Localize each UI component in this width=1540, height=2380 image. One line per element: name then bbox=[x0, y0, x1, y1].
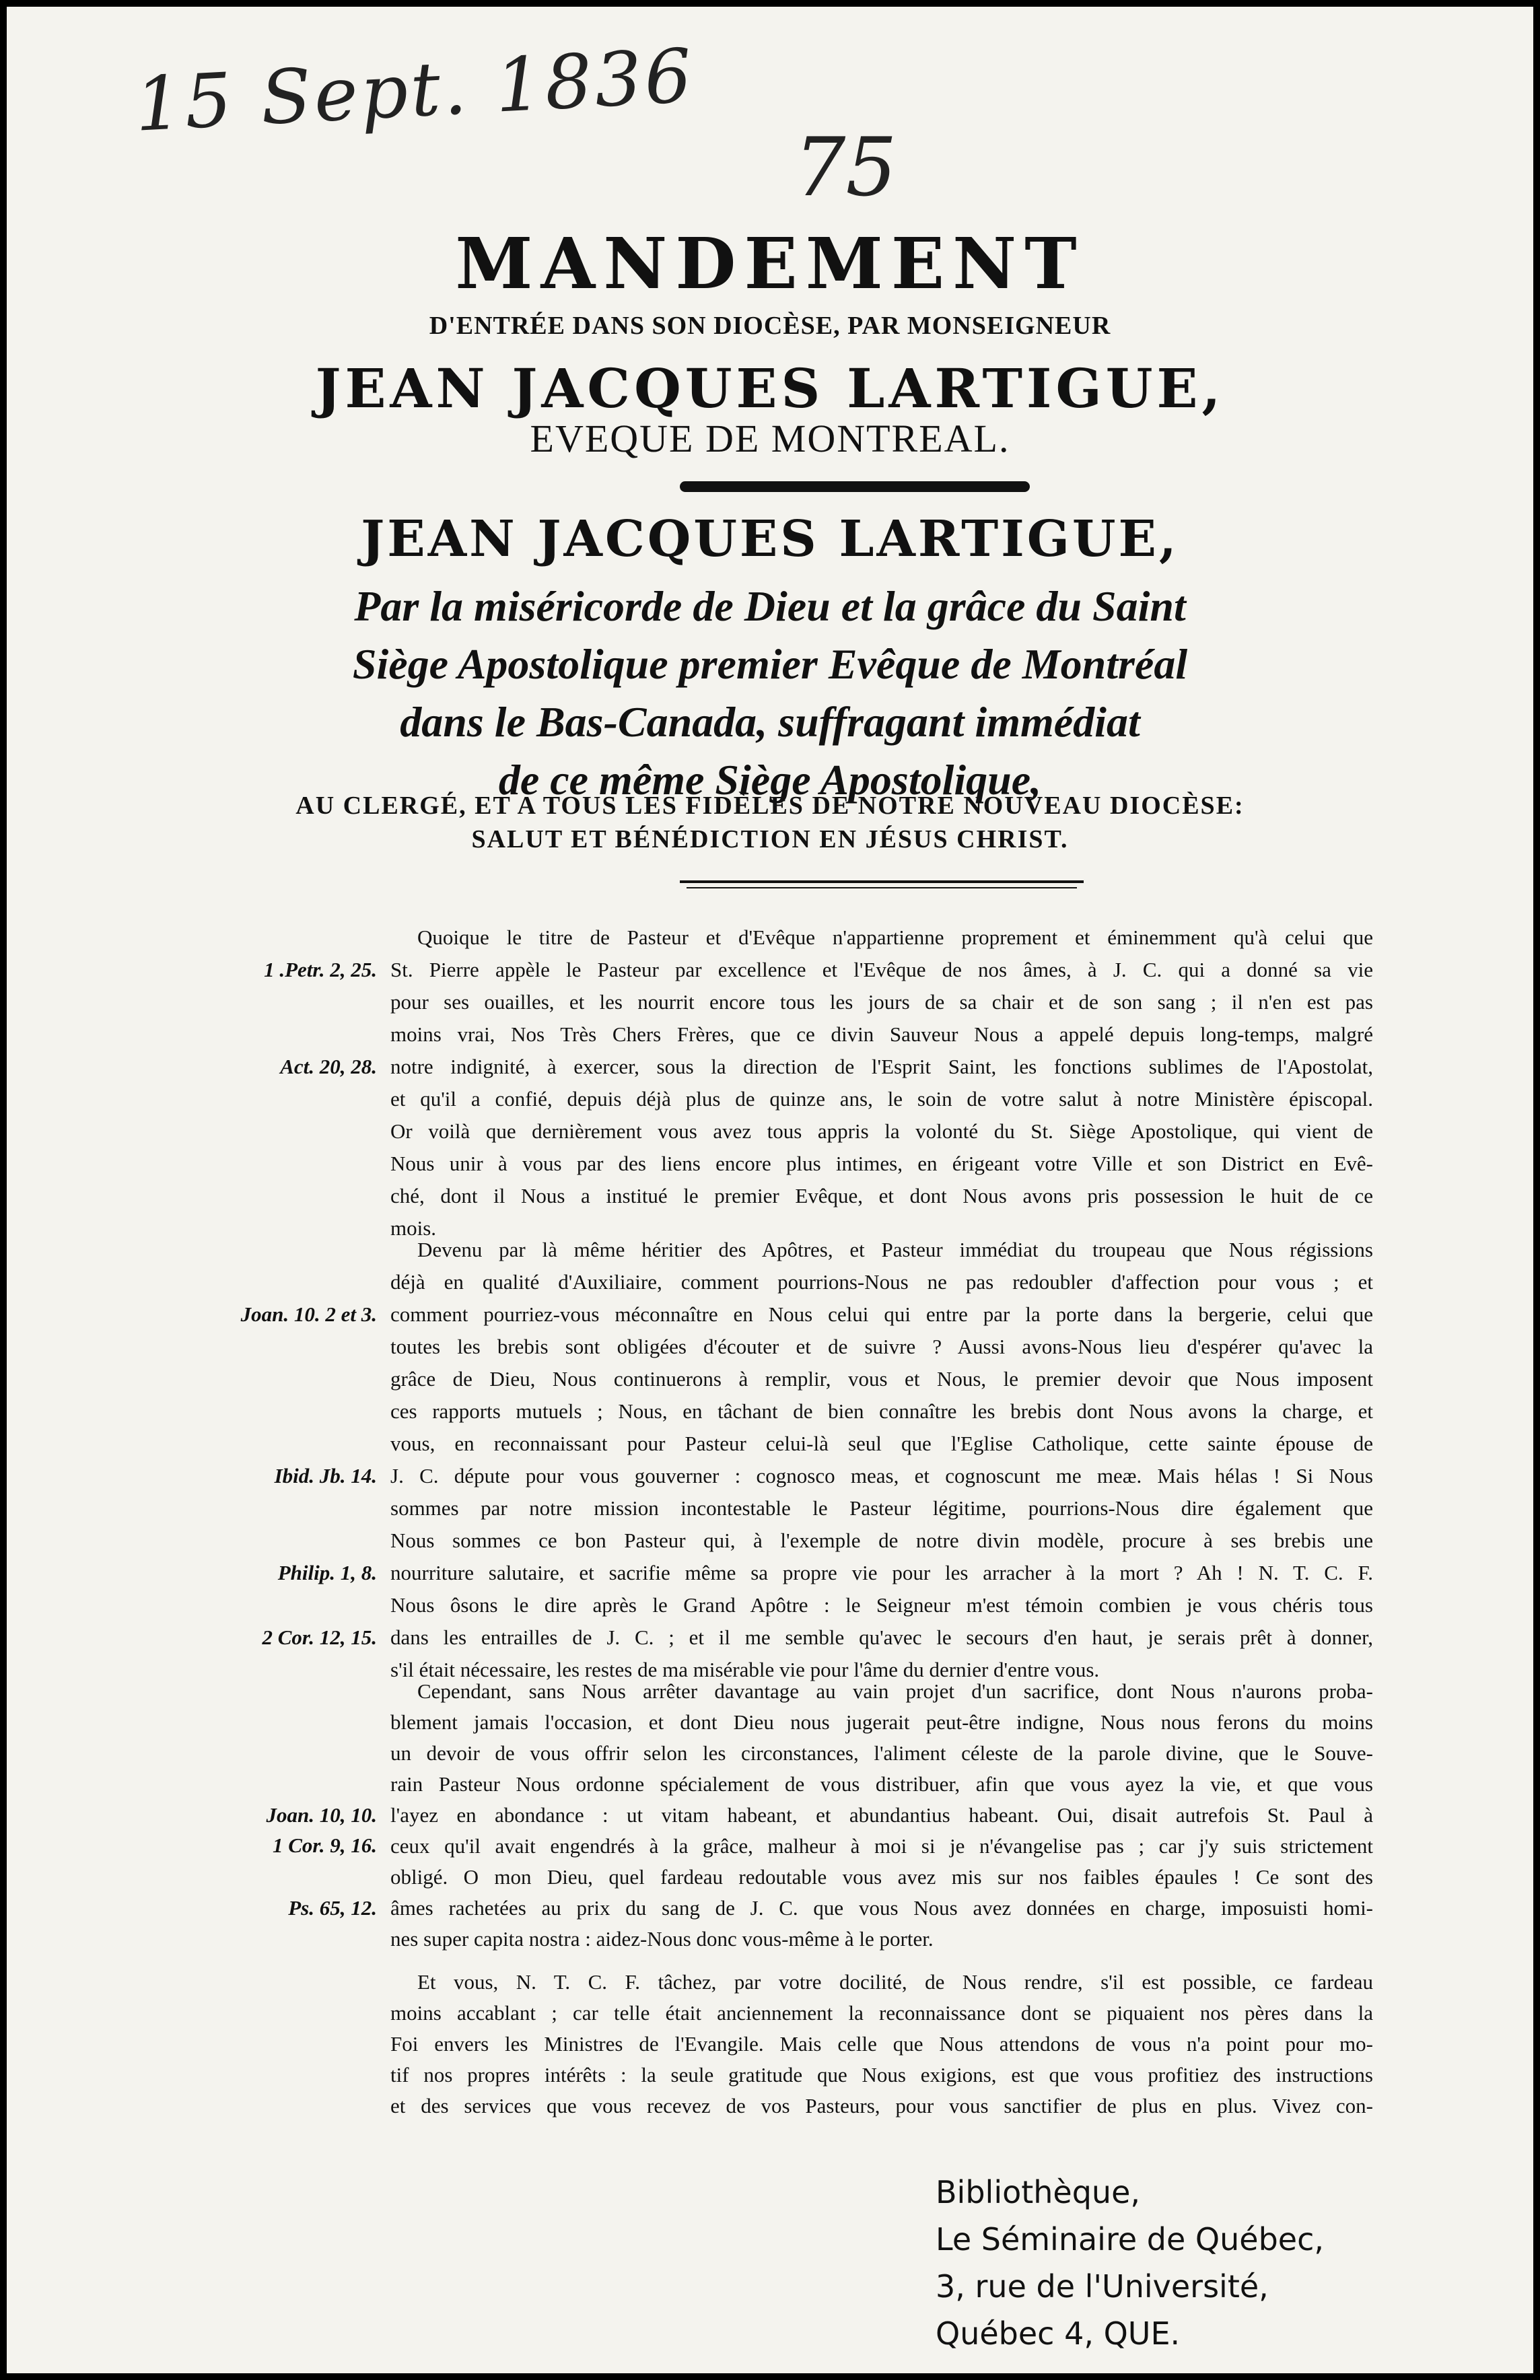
body-text-line: dans les entrailles de J. C. ; et il me semble qu'avec le secours d'en haut, je serais prêt à donner, bbox=[390, 1625, 1373, 1649]
body-text-line: mois. bbox=[390, 1216, 437, 1240]
body-text-line: déjà en qualité d'Auxiliaire, comment pourrions-Nous ne pas redoubler d'affection pour vous ; et bbox=[390, 1270, 1373, 1294]
body-text-line: ché, dont il Nous a institué le premier Evêque, et dont Nous avons pris possession le huit de ce bbox=[390, 1184, 1373, 1208]
body-text-line: Quoique le titre de Pasteur et d'Evêque n'appartienne proprement et éminemment qu'à celui que bbox=[417, 925, 1373, 949]
document-page bbox=[7, 7, 1533, 2373]
body-text-line: s'il était nécessaire, les restes de ma misérable vie pour l'âme du dernier d'entre vous. bbox=[390, 1658, 1100, 1681]
body-text-line: ceux qu'il avait engendrés à la grâce, malheur à moi si je n'évangelise pas ; car j'y suis strictement bbox=[390, 1834, 1373, 1858]
body-text-line: pour ses ouailles, et les nourrit encore tous les jours de sa chair et de son sang ; il n'en est pas bbox=[390, 990, 1373, 1014]
divider-rule bbox=[687, 887, 1077, 888]
body-text-line: J. C. députe pour vous gouverner : cognosco meas, et cognoscunt me meæ. Mais hélas ! Si Nous bbox=[390, 1464, 1373, 1488]
margin-reference: 1 .Petr. 2, 25. bbox=[264, 958, 377, 981]
margin-reference: Ps. 65, 12. bbox=[288, 1896, 377, 1920]
body-text-line: vous, en reconnaissant pour Pasteur celui-là seul que l'Eglise Catholique, cette sainte épouse de bbox=[390, 1432, 1373, 1455]
intitule-line: de ce même Siège Apostolique, bbox=[498, 756, 1042, 804]
divider-rule bbox=[680, 880, 1084, 883]
body-text-line: toutes les brebis sont obligées d'écouter et de suivre ? Aussi avons-Nous lieu d'espérer qu'avec la bbox=[390, 1335, 1373, 1358]
body-text-line: et qu'il a confié, depuis déjà plus de quinze ans, le soin de votre salut à notre Ministère épiscopal. bbox=[390, 1087, 1373, 1111]
handwritten-date: 15 Sept. 1836 bbox=[133, 32, 697, 148]
body-text-line: blement jamais l'occasion, et dont Dieu nous jugerait peut-être indigne, Nous nous ferons du moins bbox=[390, 1710, 1373, 1734]
body-text-line: Nous unir à vous par des liens encore plus intimes, en érigeant votre Ville et son District en Evê- bbox=[390, 1152, 1373, 1175]
body-text-line: moins accablant ; car telle était anciennement la reconnaissance dont se piquaient nos pères dans la bbox=[390, 2001, 1373, 2025]
intitule-line: Par la miséricorde de Dieu et la grâce du Saint bbox=[354, 582, 1186, 630]
body-text-line: Cependant, sans Nous arrêter davantage au vain projet d'un sacrifice, dont Nous n'aurons proba- bbox=[417, 1679, 1373, 1703]
body-text-line: comment pourriez-vous méconnaître en Nous celui qui entre par la porte dans la bergerie, celui que bbox=[390, 1302, 1373, 1326]
margin-reference: Joan. 10. 2 et 3. bbox=[240, 1302, 377, 1326]
salutation-line: SALUT ET BÉNÉDICTION EN JÉSUS CHRIST. bbox=[471, 825, 1069, 853]
handwritten-folio-number: 75 bbox=[794, 121, 897, 215]
library-stamp-line: 3, rue de l'Université, bbox=[936, 2268, 1269, 2305]
margin-reference: 1 Cor. 9, 16. bbox=[272, 1833, 377, 1857]
margin-reference: Act. 20, 28. bbox=[280, 1055, 377, 1078]
body-text-line: rain Pasteur Nous ordonne spécialement de vous distribuer, afin que vous ayez la vie, et que vous bbox=[390, 1772, 1373, 1796]
bishop-office: EVEQUE DE MONTREAL. bbox=[530, 417, 1010, 460]
body-text-line: ces rapports mutuels ; Nous, en tâchant de bien connaître les brebis dont Nous avons la charge, et bbox=[390, 1399, 1373, 1423]
body-text-line: Devenu par là même héritier des Apôtres, et Pasteur immédiat du troupeau que Nous régissions bbox=[417, 1238, 1373, 1261]
bishop-name-heading: JEAN JACQUES LARTIGUE, bbox=[315, 357, 1225, 420]
margin-reference: Philip. 1, 8. bbox=[277, 1561, 377, 1584]
intitule-name: JEAN JACQUES LARTIGUE, bbox=[361, 510, 1179, 568]
margin-reference: Joan. 10, 10. bbox=[266, 1803, 377, 1827]
document-subtitle: D'ENTRÉE DANS SON DIOCÈSE, PAR MONSEIGNEUR bbox=[429, 312, 1111, 340]
body-text-line: moins vrai, Nos Très Chers Frères, que ce divin Sauveur Nous a appelé depuis long-temps, malgré bbox=[390, 1022, 1373, 1046]
margin-reference: Ibid. Jb. 14. bbox=[274, 1464, 377, 1488]
intitule-line: dans le Bas-Canada, suffragant immédiat bbox=[400, 698, 1140, 746]
intitule-line: Siège Apostolique premier Evêque de Montréal bbox=[352, 640, 1188, 688]
body-text-line: Et vous, N. T. C. F. tâchez, par votre docilité, de Nous rendre, s'il est possible, ce fardeau bbox=[417, 1970, 1373, 1994]
body-text-line: l'ayez en abondance : ut vitam habeant, et abundantius habeant. Oui, disait autrefois St. Paul à bbox=[390, 1803, 1373, 1827]
body-text-line: Nous sommes ce bon Pasteur qui, à l'exemple de notre divin modèle, procure à ses brebis une bbox=[390, 1529, 1373, 1552]
body-text-line: Foi envers les Ministres de l'Evangile. Mais celle que Nous attendons de vous n'a point pour mo- bbox=[390, 2032, 1373, 2056]
body-text-line: tif nos propres intérêts : la seule gratitude que Nous exigions, est que vous profitiez des instructions bbox=[390, 2063, 1373, 2087]
body-text-line: Or voilà que dernièrement vous avez tous appris la volonté du St. Siège Apostolique, qui vient de bbox=[390, 1119, 1373, 1143]
margin-reference: 2 Cor. 12, 15. bbox=[262, 1625, 377, 1649]
body-text-line: un devoir de vous offrir selon les circonstances, l'aliment céleste de la parole divine, que le Souve- bbox=[390, 1741, 1373, 1765]
body-text-line: et des services que vous recevez de vos Pasteurs, pour vous sanctifier de plus en plus. Vivez con- bbox=[390, 2094, 1373, 2118]
library-stamp-line: Le Séminaire de Québec, bbox=[936, 2221, 1324, 2258]
body-text-line: St. Pierre appèle le Pasteur par excellence et l'Evêque de nos âmes, à J. C. qui a donné sa vie bbox=[390, 958, 1373, 981]
body-text-line: âmes rachetées au prix du sang de J. C. que vous Nous avez données en charge, imposuisti homi- bbox=[390, 1896, 1373, 1920]
document-title: MANDEMENT bbox=[455, 222, 1085, 305]
body-text-line: nes super capita nostra : aidez-Nous donc vous-même à le porter. bbox=[390, 1927, 934, 1951]
ornamental-rule bbox=[680, 481, 1030, 492]
library-stamp-line: Bibliothèque, bbox=[936, 2174, 1141, 2210]
library-stamp-line: Québec 4, QUE. bbox=[936, 2315, 1181, 2352]
body-text-line: nourriture salutaire, et sacrifie même sa propre vie pour les arracher à la mort ? Ah ! N. T. C. F. bbox=[390, 1561, 1373, 1584]
body-text-line: notre indignité, à exercer, sous la direction de l'Esprit Saint, les fonctions sublimes de l'Apostolat, bbox=[390, 1055, 1373, 1078]
body-text-line: sommes par notre mission incontestable le Pasteur légitime, pourrions-Nous dire également que bbox=[390, 1496, 1373, 1520]
body-text-line: grâce de Dieu, Nous continuerons à remplir, vous et Nous, le premier devoir que Nous imposent bbox=[390, 1367, 1373, 1391]
body-text-line: obligé. O mon Dieu, quel fardeau redoutable vous avez mis sur nos faibles épaules ! Ce sont des bbox=[390, 1865, 1373, 1889]
salutation-line: AU CLERGÉ, ET A TOUS LES FIDÈLES DE NOTRE NOUVEAU DIOCÈSE: bbox=[295, 792, 1245, 820]
body-text-line: Nous ôsons le dire après le Grand Apôtre : le Seigneur m'est témoin combien je vous chéris tous bbox=[390, 1593, 1373, 1617]
